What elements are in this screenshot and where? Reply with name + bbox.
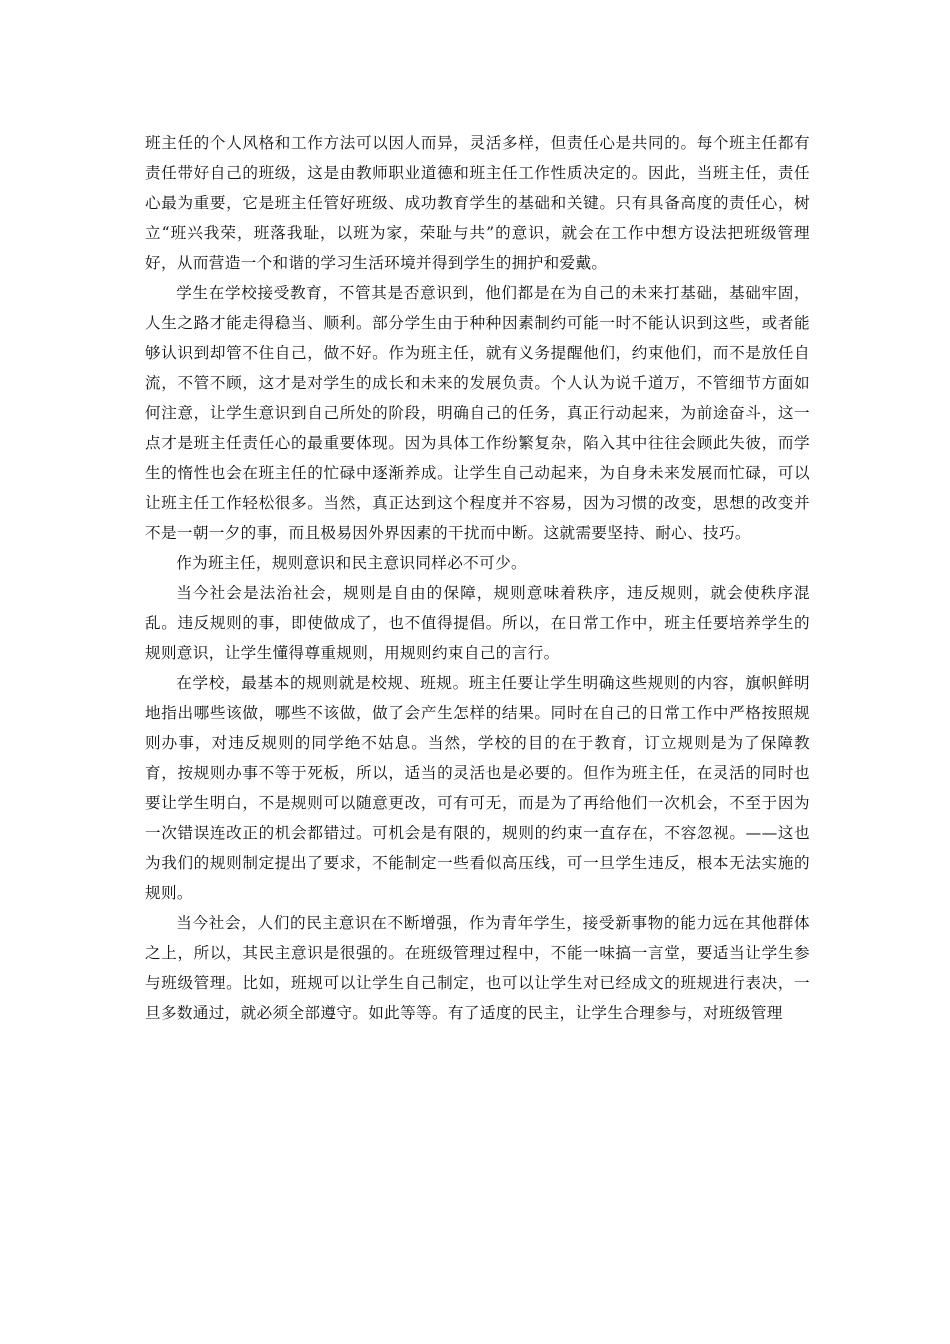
document-body — [145, 128, 810, 1028]
paragraph-4: 当今社会是法治社会，规则是自由的保障，规则意味着秩序，违反规则，就会使秩序混乱。违反规则的事，即使做成了，也不值得提倡。所以，在日常工作中，班主任要培养学生的规则意识，让学生懂得尊重规则，用规则约束自己的言行。 — [145, 584, 810, 662]
paragraph-2: 学生在学校接受教育，不管其是否意识到，他们都是在为自己的未来打基础，基础牢固，人生之路才能走得稳当、顺利。部分学生由于种种因素制约可能一时不能认识到这些，或者能够认识到却管不住自己，做不好。作为班主任，就有义务提醒他们，约束他们，而不是放任自流，不管不顾，这才是对学生的成长和未来的发展负责。个人认为说千道万，不管细节方面如何注意，让学生意识到自己所处的阶段，明确自己的任务，真正行动起来，为前途奋斗，这一点才是班主任责任心的最重要体现。因为具体工作纷繁复杂，陷入其中往往会顾此失彼，而学生的惰性也会在班主任的忙碌中逐渐养成。让学生自己动起来，为自身未来发展而忙碌，可以让班主任工作轻松很多。当然，真正达到这个程度并不容易，因为习惯的改变，思想的改变并不是一朝一夕的事，而且极易因外界因素的干扰而中断。这就需要坚持、耐心、技巧。 — [145, 284, 810, 542]
paragraph-6: 当今社会，人们的民主意识在不断增强，作为青年学生，接受新事物的能力远在其他群体之上，所以，其民主意识是很强的。在班级管理过程中，不能一味搞一言堂，要适当让学生参与班级管理。比如，班规可以让学生自己制定，也可以让学生对已经成文的班规进行表决，一旦多数通过，就必须全部遵守。如此等等。有了适度的民主，让学生合理参与，对班级管理 — [145, 914, 810, 1022]
paragraph-3: 作为班主任，规则意识和民主意识同样必不可少。 — [176, 554, 527, 572]
paragraph-1: 班主任的个人风格和工作方法可以因人而异，灵活多样，但责任心是共同的。每个班主任都有责任带好自己的班级，这是由教师职业道德和班主任工作性质决定的。因此，当班主任，责任心最为重要，它是班主任管好班级、成功教育学生的基础和关键。只有具备高度的责任心，树立“班兴我荣，班落我耻，以班为家，荣耻与共”的意识，就会在工作中想方设法把班级管理好，从而营造一个和谐的学习生活环境并得到学生的拥护和爱戴。 — [145, 134, 810, 272]
paragraph-5: 在学校，最基本的规则就是校规、班规。班主任要让学生明确这些规则的内容，旗帜鲜明地指出哪些该做，哪些不该做，做了会产生怎样的结果。同时在自己的日常工作中严格按照规则办事，对违反规则的同学绝不姑息。当然，学校的目的在于教育，订立规则是为了保障教育，按规则办事不等于死板，所以，适当的灵活也是必要的。但作为班主任，在灵活的同时也要让学生明白，不是规则可以随意更改，可有可无，而是为了再给他们一次机会，不至于因为一次错误连改正的机会都错过。可机会是有限的，规则的约束一直存在，不容忽视。——这也为我们的规则制定提出了要求，不能制定一些看似高压线，可一旦学生违反，根本无法实施的规则。 — [145, 674, 810, 902]
